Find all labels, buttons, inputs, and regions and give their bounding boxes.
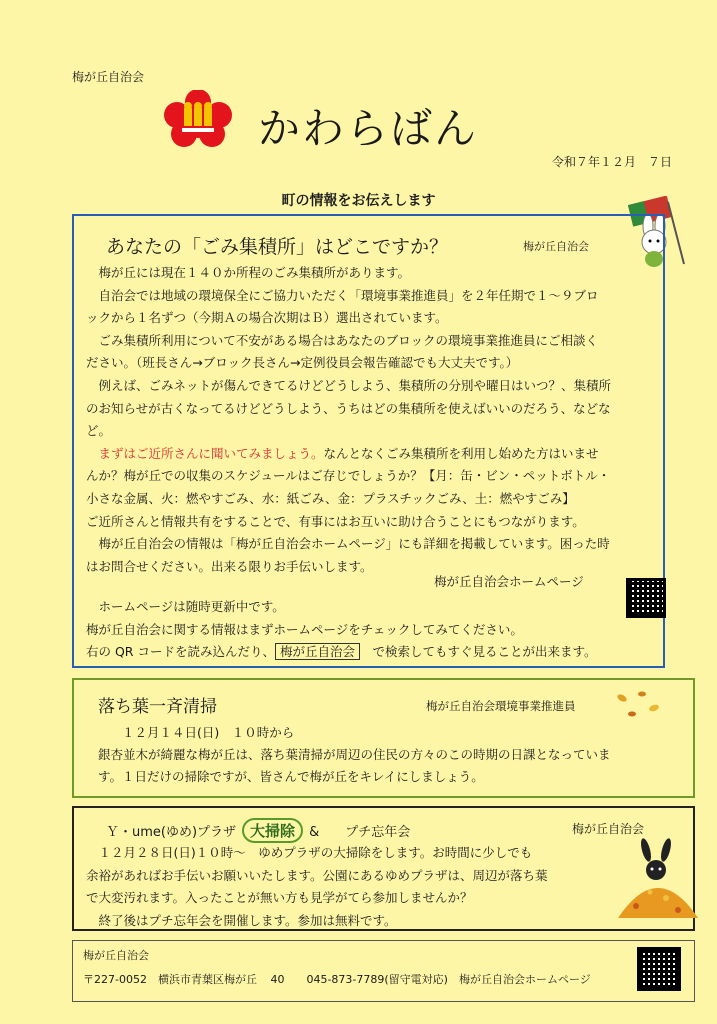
homepage-label[interactable]: 梅が丘自治会ホームページ <box>434 574 584 589</box>
newsletter-title: かわらばん <box>258 104 479 153</box>
text-line: 小さな金属、火：燃やすごみ、水：紙ごみ、金：プラスチックごみ、土：燃やすごみ】 <box>86 490 575 506</box>
cleanup-badge: 大掃除 <box>242 818 303 843</box>
ume-flower-logo-icon <box>162 90 234 148</box>
text-line: す。１日だけの掃除ですが、皆さんで梅が丘をキレイにしましょう。 <box>98 769 484 784</box>
footer-contact <box>72 940 695 1002</box>
page-subtitle: 町の情報をお伝えします <box>281 193 436 209</box>
text-line: 自治会では地域の環境保全にご協力いただく「環境事業推進員」を２年任期で１～９ブロ <box>86 287 599 303</box>
title-segment: & プチ忘年会 <box>309 825 411 840</box>
text-line: ご近所さんと情報共有をすることで、有事にはお互いに助け合うことにもつながります。 <box>86 513 585 529</box>
text-line: で大変汚れます。入ったことが無い方も見学がてら参加しませんか？ <box>86 890 473 906</box>
text-segment: で検索してもすぐ見ることが出来ます。 <box>360 644 597 660</box>
event-date: １２月１４日(日) １０時から <box>122 725 295 740</box>
text-line: 終了後はプチ忘年会を開催します。参加は無料です。 <box>86 912 397 928</box>
search-keyword-box: 梅が丘自治会 <box>275 643 360 660</box>
text-line: のお知らせが古くなってるけどどうしよう、うちはどの集積所を使えばいいのだろう、などな <box>86 400 611 416</box>
text-line: んか？梅が丘での収集のスケジュールはご存じでしょうか？【月：缶・ビン・ペットボトル・ <box>86 468 611 484</box>
text-line: ホームページは随時更新中です。 <box>86 599 285 614</box>
section-body <box>86 842 548 932</box>
leaf-cleanup-section <box>72 678 695 798</box>
section-body <box>86 262 611 578</box>
garbage-collection-section <box>72 214 665 668</box>
text-line: 梅が丘自治会の情報は「梅が丘自治会ホームページ」にも詳細を掲載しています。困った時 <box>86 536 610 552</box>
text-line <box>86 443 611 466</box>
text-segment: なんとなくごみ集積所を利用し始めた方はいませ <box>323 445 599 461</box>
section-body-end <box>86 596 597 664</box>
footer-qr-code-icon[interactable] <box>637 947 681 991</box>
section-title: 落ち葉一斉清掃 <box>98 697 217 717</box>
text-line: 余裕があればお手伝いお願いいたします。公園にあるゆめプラザは、周辺が落ち葉 <box>86 867 548 883</box>
section-title <box>106 818 410 843</box>
text-line: 梅が丘には現在１４０か所程のごみ集積所があります。 <box>86 265 411 280</box>
issue-date: 令和７年１２月 ７日 <box>552 155 673 169</box>
section-org: 梅が丘自治会 <box>523 240 589 253</box>
text-line: ごみ集積所利用について不安がある場合はあなたのブロックの環境事業推進員にご相談く <box>86 332 599 348</box>
highlight-text: まずはご近所さんに聞いてみましょう。 <box>86 445 324 461</box>
falling-leaves-icon <box>612 688 662 724</box>
text-line: 梅が丘自治会に関する情報はまずホームページをチェックしてみてください。 <box>86 621 523 637</box>
org-name: 梅が丘自治会 <box>72 70 145 84</box>
text-line: 例えば、ごみネットが傷んできてるけどどうしよう、集積所の分別や曜日はいつ？、集積所 <box>86 377 612 393</box>
text-segment: 右の QR コードを読み込んだり、 <box>86 644 275 660</box>
footer-address-line: 〒227-0052 横浜市青葉区梅が丘 40 045-873-7789(留守電対応) 梅が丘自治会ホームページ <box>83 973 591 986</box>
text-line: ックから１名ずつ（今期Ａの場合次期はＢ）選出されています。 <box>86 310 448 326</box>
text-line: 銀杏並木が綺麗な梅が丘は、落ち葉清掃が周辺の住民の方々のこの時期の日課となっていま <box>98 747 611 762</box>
footer-org: 梅が丘自治会 <box>83 949 149 962</box>
section-org: 梅が丘自治会 <box>572 822 645 836</box>
leaf-pile-rabbit-icon <box>616 838 700 920</box>
section-title: あなたの「ごみ集積所」はどこですか？ <box>106 236 449 258</box>
text-line: １２月２８日(日)１０時～ ゆめプラザの大掃除をします。お時間に少しでも <box>86 845 533 860</box>
qr-code-icon[interactable] <box>626 578 666 618</box>
title-segment: Ｙ・ume(ゆめ)プラザ <box>106 825 237 840</box>
text-line: ださい。（班長さん→ブロック長さん→定例役員会報告確認でも大丈夫です。） <box>86 355 519 371</box>
plaza-cleanup-section <box>72 806 695 931</box>
text-line <box>86 641 597 664</box>
text-line: ど。 <box>86 423 112 439</box>
text-line: はお問合せください。出来る限りお手伝いします。 <box>86 558 373 574</box>
section-org: 梅が丘自治会環境事業推進員 <box>426 699 576 713</box>
